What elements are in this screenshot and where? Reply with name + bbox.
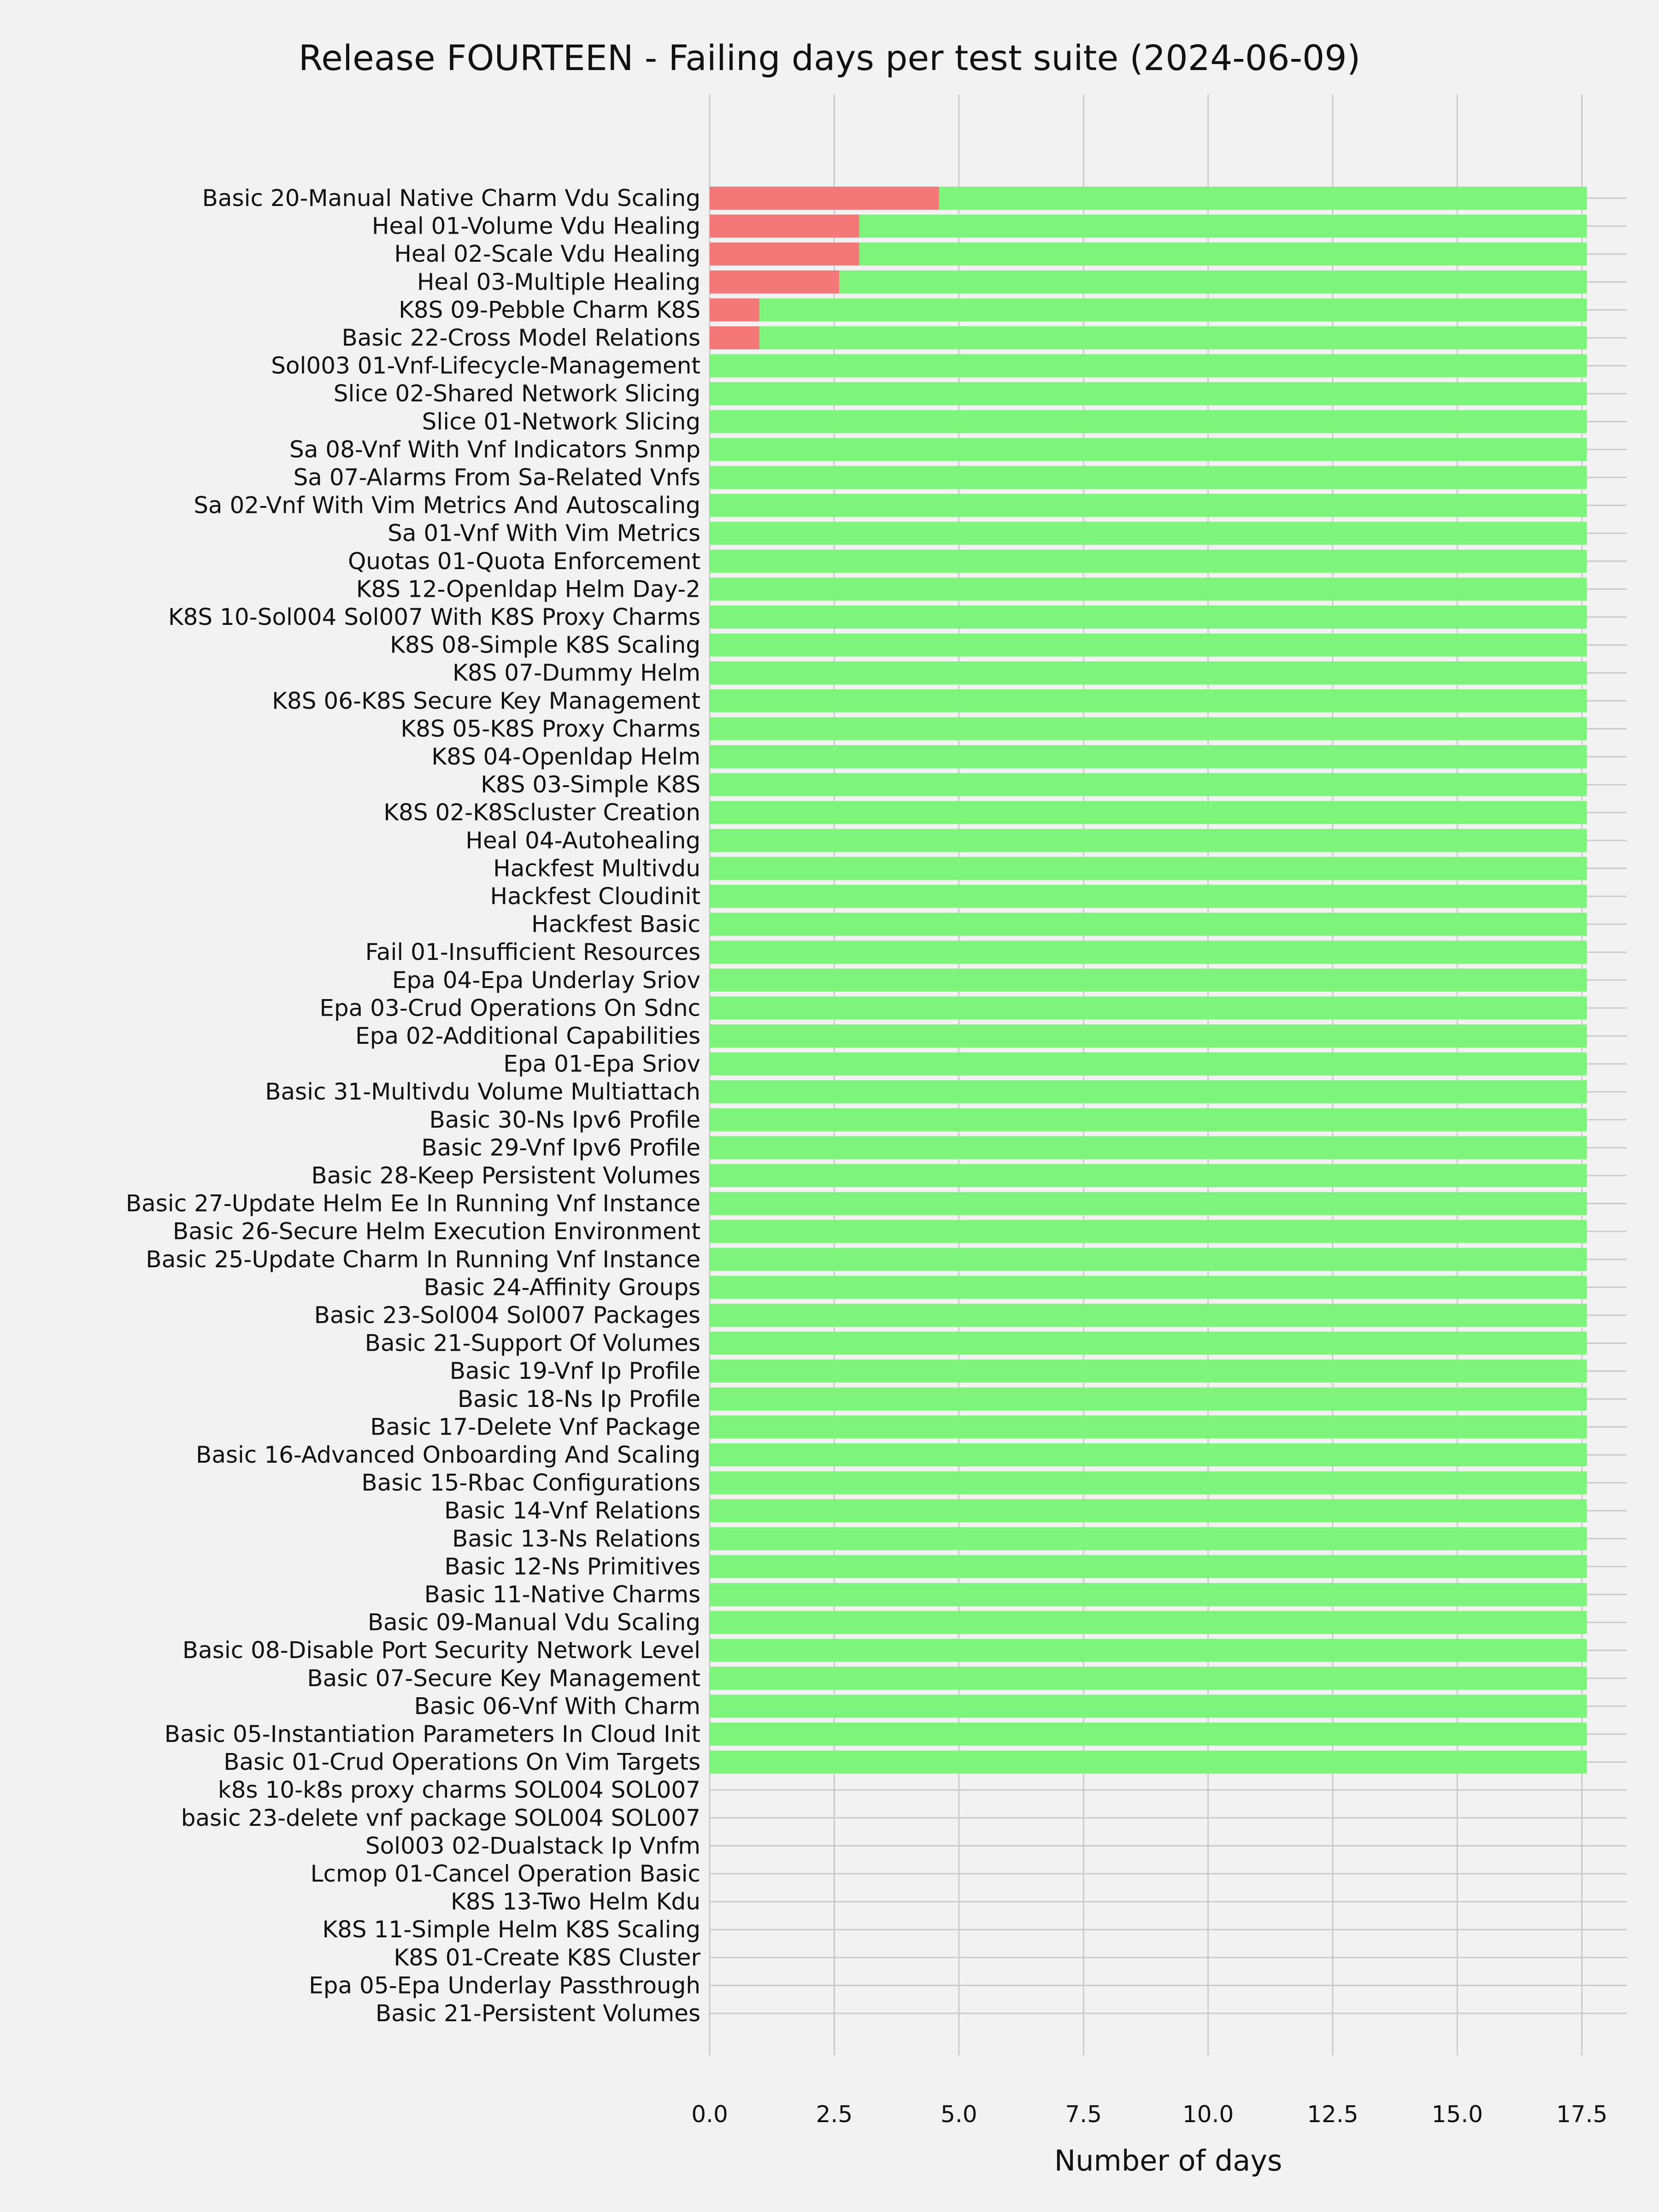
bar-passing-days xyxy=(759,326,1587,349)
bar-passing-days xyxy=(710,1527,1587,1550)
chart-title: Release FOURTEEN - Failing days per test suite (2024-06-09) xyxy=(298,37,1361,78)
category-label: K8S 05-K8S Proxy Charms xyxy=(400,715,700,742)
bar-passing-days xyxy=(710,466,1587,489)
category-label: Heal 01-Volume Vdu Healing xyxy=(371,212,700,240)
bar-passing-days xyxy=(710,885,1587,908)
bar-passing-days xyxy=(710,689,1587,712)
category-label: K8S 03-Simple K8S xyxy=(481,771,700,798)
bar-passing-days xyxy=(710,1136,1587,1159)
category-label: Basic 07-Secure Key Management xyxy=(307,1665,700,1692)
bar-passing-days xyxy=(710,1723,1587,1746)
x-tick-label: 15.0 xyxy=(1431,2101,1483,2128)
category-label: Basic 24-Affinity Groups xyxy=(424,1274,700,1301)
category-label: Sa 07-Alarms From Sa-Related Vnfs xyxy=(293,464,700,491)
bar-passing-days xyxy=(710,1276,1587,1299)
category-label: Heal 04-Autohealing xyxy=(465,827,700,854)
x-tick-label: 10.0 xyxy=(1182,2101,1234,2128)
x-axis-label: Number of days xyxy=(1054,2144,1282,2177)
category-label: Slice 01-Network Slicing xyxy=(422,408,700,435)
category-label: Basic 22-Cross Model Relations xyxy=(341,324,700,351)
category-label: Basic 23-Sol004 Sol007 Packages xyxy=(314,1302,700,1329)
bar-passing-days xyxy=(710,1053,1587,1076)
category-label: Hackfest Cloudinit xyxy=(490,883,700,910)
bars xyxy=(710,187,1587,1774)
category-label: Quotas 01-Quota Enforcement xyxy=(347,547,700,575)
category-label: Epa 03-Crud Operations On Sdnc xyxy=(319,994,700,1022)
bar-passing-days xyxy=(710,801,1587,824)
bar-passing-days xyxy=(710,1108,1587,1131)
category-label: Basic 01-Crud Operations On Vim Targets xyxy=(224,1748,700,1776)
category-label: Basic 26-Secure Helm Execution Environment xyxy=(172,1218,700,1245)
bar-failing-days xyxy=(710,298,759,321)
bar-passing-days xyxy=(939,187,1587,210)
x-tick-label: 0.0 xyxy=(691,2101,728,2128)
category-label: K8S 07-Dummy Helm xyxy=(453,659,700,687)
category-label: Epa 05-Epa Underlay Passthrough xyxy=(309,1972,700,1999)
bar-passing-days xyxy=(710,1471,1587,1494)
bar-passing-days xyxy=(710,1583,1587,1606)
category-label: K8S 04-Openldap Helm xyxy=(431,743,700,770)
category-label: Basic 29-Vnf Ipv6 Profile xyxy=(421,1134,700,1161)
bar-passing-days xyxy=(710,1694,1587,1718)
bar-passing-days xyxy=(710,1443,1587,1466)
bar-passing-days xyxy=(710,634,1587,657)
bar-passing-days xyxy=(859,242,1587,265)
category-label: Basic 19-Vnf Ip Profile xyxy=(449,1358,700,1385)
category-label: Sa 01-Vnf With Vim Metrics xyxy=(388,520,700,547)
category-label: Basic 06-Vnf With Charm xyxy=(414,1693,700,1720)
category-label: basic 23-delete vnf package SOL004 SOL007 xyxy=(181,1804,700,1831)
bar-passing-days xyxy=(710,745,1587,768)
category-label: Basic 18-Ns Ip Profile xyxy=(457,1385,700,1412)
bar-passing-days xyxy=(710,1639,1587,1662)
category-label: K8S 02-K8Scluster Creation xyxy=(383,799,700,826)
x-tick-label: 5.0 xyxy=(940,2101,977,2128)
category-label: Basic 21-Persistent Volumes xyxy=(375,2000,700,2027)
category-label: Basic 28-Keep Persistent Volumes xyxy=(311,1162,700,1189)
bar-failing-days xyxy=(710,242,859,265)
category-label: Basic 11-Native Charms xyxy=(424,1581,700,1608)
bar-passing-days xyxy=(710,1248,1587,1271)
bar-failing-days xyxy=(710,326,759,349)
bar-passing-days xyxy=(710,913,1587,936)
bar-passing-days xyxy=(710,941,1587,964)
bar-failing-days xyxy=(710,271,839,294)
category-label: Hackfest Multivdu xyxy=(493,855,700,882)
category-label: Heal 03-Multiple Healing xyxy=(417,268,700,295)
bar-passing-days xyxy=(710,1220,1587,1243)
bar-passing-days xyxy=(710,1359,1587,1382)
category-label: Fail 01-Insufficient Resources xyxy=(365,939,700,966)
category-label: Slice 02-Shared Network Slicing xyxy=(333,380,700,407)
category-label: Basic 16-Advanced Onboarding And Scaling xyxy=(196,1441,700,1468)
category-label: Basic 20-Manual Native Charm Vdu Scaling xyxy=(202,185,700,212)
bar-passing-days xyxy=(759,298,1587,321)
bar-passing-days xyxy=(710,577,1587,600)
bar-failing-days xyxy=(710,215,859,238)
bar-passing-days xyxy=(710,1304,1587,1327)
bar-passing-days xyxy=(710,1499,1587,1522)
bar-passing-days xyxy=(710,1332,1587,1355)
category-label: Basic 12-Ns Primitives xyxy=(444,1553,700,1580)
category-label: K8S 09-Pebble Charm K8S xyxy=(399,296,700,324)
category-label: Sol003 01-Vnf-Lifecycle-Management xyxy=(271,352,700,379)
bar-passing-days xyxy=(859,215,1587,238)
category-label: K8S 08-Simple K8S Scaling xyxy=(390,631,700,659)
bar-passing-days xyxy=(710,1080,1587,1103)
category-label: K8S 01-Create K8S Cluster xyxy=(394,1944,700,1971)
bar-failing-days xyxy=(710,187,939,210)
category-label: Sa 08-Vnf With Vnf Indicators Snmp xyxy=(289,436,700,463)
category-label: Epa 04-Epa Underlay Sriov xyxy=(392,966,700,994)
category-label: Lcmop 01-Cancel Operation Basic xyxy=(310,1860,700,1887)
bar-passing-days xyxy=(710,996,1587,1019)
category-label: Basic 05-Instantiation Parameters In Cloud Init xyxy=(164,1721,700,1747)
bar-passing-days xyxy=(710,1555,1587,1578)
category-label: Basic 17-Delete Vnf Package xyxy=(370,1413,700,1441)
bar-passing-days xyxy=(710,1751,1587,1774)
bar-passing-days xyxy=(710,1388,1587,1411)
category-label: K8S 13-Two Helm Kdu xyxy=(450,1888,700,1915)
category-label: Basic 09-Manual Vdu Scaling xyxy=(367,1609,700,1636)
x-tick-label: 2.5 xyxy=(816,2101,853,2128)
bar-passing-days xyxy=(710,410,1587,433)
bar-passing-days xyxy=(710,857,1587,880)
bar-passing-days xyxy=(710,1024,1587,1047)
bar-passing-days xyxy=(710,382,1587,405)
bar-passing-days xyxy=(710,1164,1587,1187)
category-label: Basic 13-Ns Relations xyxy=(452,1525,700,1552)
category-label: Heal 02-Scale Vdu Healing xyxy=(394,241,700,268)
category-label: Basic 25-Update Charm In Running Vnf Instance xyxy=(146,1246,700,1273)
bar-passing-days xyxy=(710,969,1587,992)
bar-passing-days xyxy=(710,522,1587,545)
category-label: Epa 02-Additional Capabilities xyxy=(355,1023,700,1049)
bar-passing-days xyxy=(710,1415,1587,1438)
category-label: Basic 08-Disable Port Security Network Level xyxy=(182,1637,700,1664)
bar-passing-days xyxy=(710,1192,1587,1215)
category-label: Basic 15-Rbac Configurations xyxy=(361,1469,700,1496)
category-label: Sol003 02-Dualstack Ip Vnfm xyxy=(365,1832,700,1859)
category-label: Basic 27-Update Helm Ee In Running Vnf Instance xyxy=(125,1190,700,1217)
bar-passing-days xyxy=(710,494,1587,517)
category-label: k8s 10-k8s proxy charms SOL004 SOL007 xyxy=(218,1777,700,1804)
category-label: K8S 11-Simple Helm K8S Scaling xyxy=(322,1916,700,1943)
category-label: Basic 14-Vnf Relations xyxy=(444,1497,700,1524)
bar-passing-days xyxy=(710,354,1587,377)
x-tick-label: 17.5 xyxy=(1556,2101,1608,2128)
category-label: K8S 12-Openldap Helm Day-2 xyxy=(356,576,700,603)
category-label: Basic 31-Multivdu Volume Multiattach xyxy=(265,1078,700,1106)
category-label: K8S 06-K8S Secure Key Management xyxy=(272,687,700,714)
bar-passing-days xyxy=(710,550,1587,573)
bar-passing-days xyxy=(710,1611,1587,1634)
bar-passing-days xyxy=(710,438,1587,461)
bar-passing-days xyxy=(710,829,1587,852)
bar-passing-days xyxy=(710,1667,1587,1690)
bar-passing-days xyxy=(710,606,1587,629)
category-label: Basic 21-Support Of Volumes xyxy=(365,1330,700,1357)
x-tick-label: 7.5 xyxy=(1065,2101,1102,2128)
category-label: Epa 01-Epa Sriov xyxy=(503,1050,700,1077)
x-tick-label: 12.5 xyxy=(1307,2101,1359,2128)
category-label: Basic 30-Ns Ipv6 Profile xyxy=(429,1106,700,1133)
category-label: Sa 02-Vnf With Vim Metrics And Autoscaling xyxy=(194,492,700,519)
category-label: Hackfest Basic xyxy=(531,911,700,938)
bar-passing-days xyxy=(710,661,1587,684)
category-label: K8S 10-Sol004 Sol007 With K8S Proxy Charms xyxy=(168,604,700,630)
bar-passing-days xyxy=(710,773,1587,796)
bar-passing-days xyxy=(839,271,1587,294)
bar-passing-days xyxy=(710,717,1587,740)
